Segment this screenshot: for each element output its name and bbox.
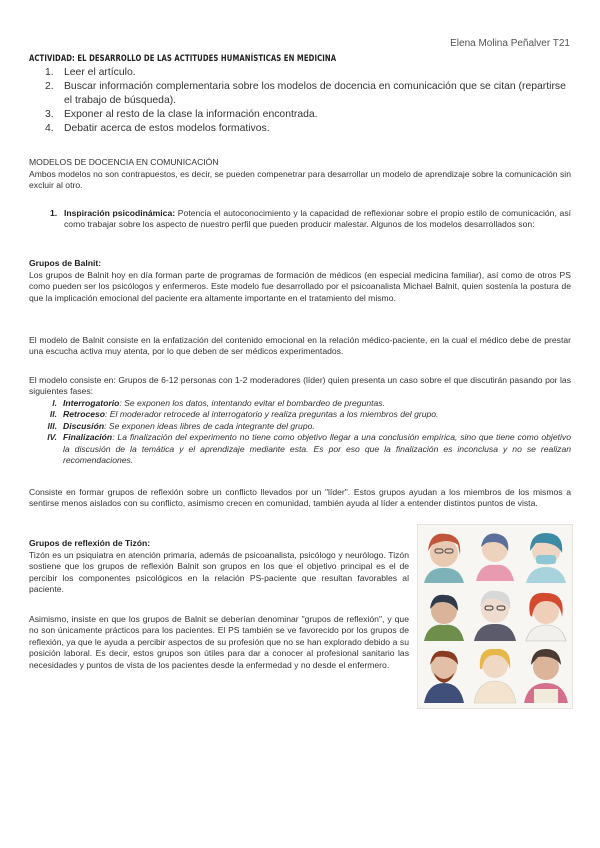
list-item bbox=[45, 66, 573, 80]
phase-text: : El moderador retrocede al interrogatorio y realiza preguntas a los miembros del grupo. bbox=[105, 409, 439, 420]
list-item bbox=[45, 80, 573, 108]
list-item bbox=[29, 421, 571, 432]
list-item bbox=[29, 398, 571, 409]
phase-text: : Se exponen ideas libres de cada integrante del grupo. bbox=[104, 420, 315, 431]
list-text: Leer el artículo. bbox=[64, 67, 136, 78]
phase-title: Retroceso bbox=[63, 409, 106, 420]
phase-title: Discusión bbox=[63, 420, 105, 431]
activity-title: ACTIVIDAD: EL DESARROLLO DE LAS ACTITUDES HUMANÍSTICAS EN MEDICINA bbox=[29, 54, 337, 64]
portrait-4 bbox=[424, 595, 464, 641]
list-number: 3. bbox=[45, 109, 54, 120]
tizon-paragraph-2: Asimismo, insiste en que los grupos de Balnit se deberían denominar "grupos de reflexión", y que no son únicamente prácticos para los pacientes. El PS también se ve favorecido por los grupos de reflexión, ya que le ayuda a percibir aspectos de su profesión que no se han explorado debido a su posición laboral. Es decir, estos grupos son útiles para dar a conocer al profesional sanitario las necesidades y puntos de vista de los pacientes desde la enfermedad y no desde el enfermero. bbox=[29, 614, 409, 670]
models-intro: Ambos modelos no son contrapuestos, es decir, se pueden compenetrar para desarrollar un modelo de aprendizaje sobre la comunicación sin excluir al otro. bbox=[29, 169, 571, 191]
portrait-8 bbox=[474, 649, 516, 703]
roman-numeral: IV. bbox=[47, 432, 57, 443]
phase-text: : La finalización del experimento no tiene como objetivo llegar a una conclusión empírica, sino que tiene como objetivo la discusión de la temática y el aprendizaje mediante esta. Es por eso que la finalización es inconclusa y no se realizan recomendaciones. bbox=[63, 432, 571, 466]
phase-title: Finalización bbox=[63, 432, 113, 443]
roman-numeral: II. bbox=[49, 409, 57, 420]
portrait-2 bbox=[476, 534, 514, 581]
author-name: Elena Molina Peñalver T21 bbox=[450, 38, 570, 49]
list-text: Exponer al resto de la clase la información encontrada. bbox=[64, 109, 318, 120]
model-item-title: Inspiración psicodinámica: bbox=[64, 208, 176, 218]
balint-paragraph-3: El modelo consiste en: Grupos de 6-12 personas con 1-2 moderadores (líder) quien presenta un caso sobre el que discutirán pasando por las siguientes fases: bbox=[29, 375, 571, 397]
list-text: Debatir acerca de estos modelos formativos. bbox=[64, 123, 270, 134]
illustration-group-portraits bbox=[417, 524, 573, 709]
task-list bbox=[45, 66, 573, 136]
list-item bbox=[29, 409, 571, 420]
model-item-1 bbox=[50, 208, 571, 231]
tizon-paragraph-1: Tizón es un psiquiatra en atención primaria, además de psicoanalista, psicólogo y neurólogo. Tizón sostiene que los grupos de reflexión Balnit son grupos en los que el objetivo principal es el de percibir los componentes psicológicos en la relación PS-paciente que resultan favorables al paciente. bbox=[29, 550, 409, 595]
list-number: 1. bbox=[50, 208, 58, 218]
portrait-9 bbox=[524, 649, 568, 703]
portraits-drawing bbox=[418, 525, 572, 708]
list-item bbox=[45, 108, 573, 122]
model-item-text: Potencia el autoconocimiento y la capacidad de reflexionar sobre el propio estilo de comunicación, así como trabajar sobre los aspecto de nuestro perfil que pueden producir malestar. Algunos de los modelos desarrollados son: bbox=[64, 208, 571, 230]
list-number: 4. bbox=[45, 123, 54, 134]
portrait-3 bbox=[526, 533, 566, 583]
balint-paragraph-2: El modelo de Balnit consiste en la enfatización del contenido emocional en la relación médico-paciente, en la cual el médico debe de prestar una escucha activa muy atenta, por lo que deben de ser médicos experimentados. bbox=[29, 335, 571, 357]
portrait-6 bbox=[526, 593, 566, 641]
phase-text: : Se exponen los datos, intentando evitar el bombardeo de preguntas. bbox=[119, 398, 385, 408]
list-item bbox=[29, 432, 571, 466]
portrait-7 bbox=[424, 651, 464, 703]
balint-paragraph-4: Consiste en formar grupos de reflexión sobre un conflicto llevados por un "líder". Estos grupos ayudan a los miembros de los mismos a sentirse menos aislados con su conflicto, asimismo crecen en comunidad, también ayuda al líder a entender distintos puntos de vista. bbox=[29, 487, 571, 509]
phase-list bbox=[29, 398, 571, 466]
roman-numeral: I. bbox=[52, 398, 57, 408]
list-item bbox=[45, 122, 573, 136]
balint-heading: Grupos de Balnit: bbox=[29, 258, 102, 268]
models-heading: MODELOS DE DOCENCIA EN COMUNICACIÓN bbox=[29, 157, 219, 167]
tizon-heading: Grupos de reflexión de Tizón: bbox=[29, 538, 151, 548]
phase-title: Interrogatorio bbox=[63, 398, 120, 408]
list-number: 2. bbox=[45, 81, 54, 92]
portrait-5 bbox=[474, 591, 516, 641]
list-text: Buscar información complementaria sobre los modelos de docencia en comunicación que se citan (repartirse el trabajo de búsqueda). bbox=[64, 81, 566, 106]
portrait-1 bbox=[424, 534, 464, 583]
list-number: 1. bbox=[45, 67, 54, 78]
roman-numeral: III. bbox=[47, 420, 57, 431]
balint-paragraph-1: Los grupos de Balnit hoy en día forman parte de programas de formación de médicos (en especial medicina familiar), así como de otros PS como pueden ser los psicólogos y enfermeros. Este modelo fue desarrollado por el psicoanalista Michael Balnit, quien sostenía la postura de que la implicación emocional del paciente era altamente importante en el tratamiento del mismo. bbox=[29, 270, 571, 303]
